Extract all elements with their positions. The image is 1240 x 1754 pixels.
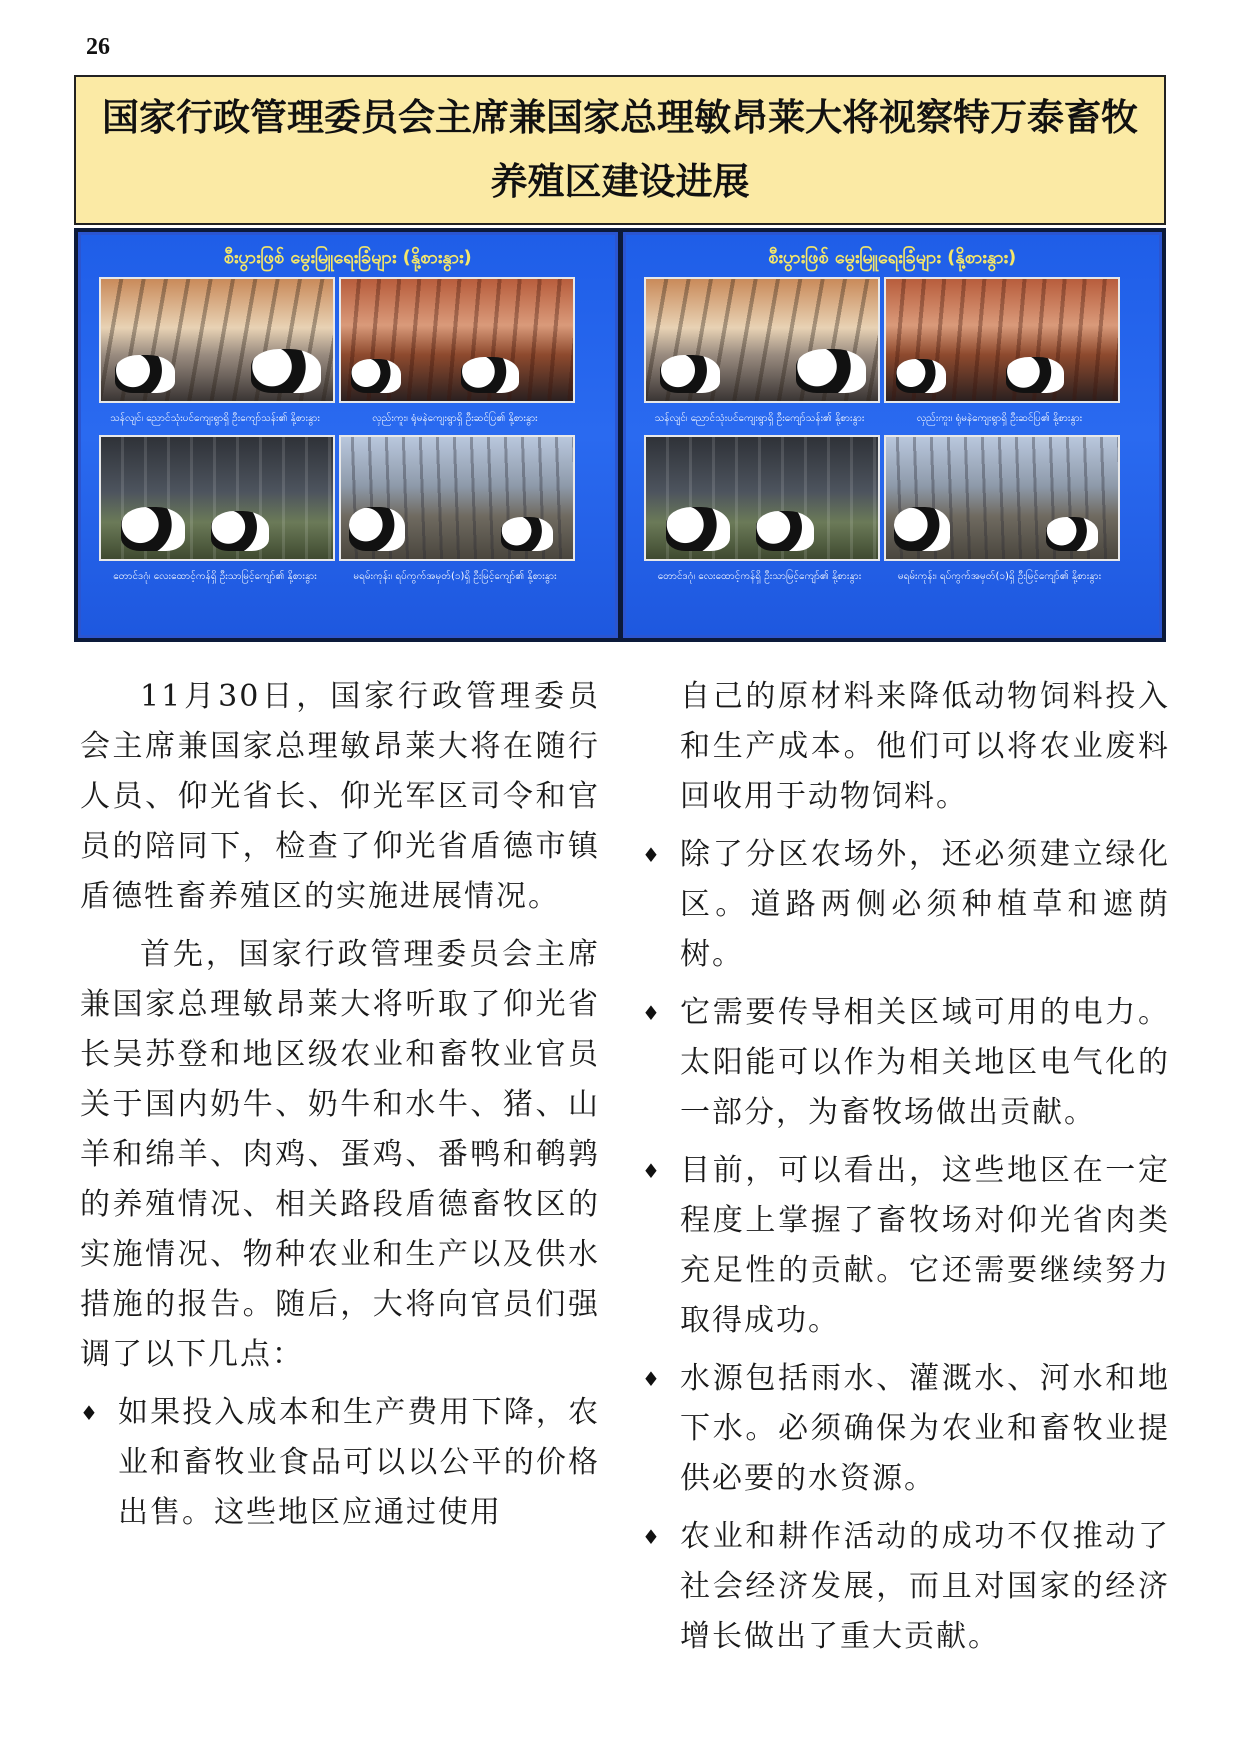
photo-board-right [623,232,1163,638]
article-title-box [74,75,1166,225]
bullet-list [642,830,1170,1662]
dairy-barn-photo [644,435,880,561]
diamond-bullet-icon: ♦ [642,1367,662,1391]
photo-caption: လှည်းကူး၊ ရုံမနဲကျေးရွာရှိ ဦးဆင်ပြ၏ နို့စားနွား [916,413,1083,424]
dairy-barn-photo [339,277,575,403]
photo-caption: မရမ်းကုန်း၊ ရပ်ကွက်အမှတ်(၁)ရှိ ဦးမြင့်ကျော်၏ နို့စားနွား [353,571,557,582]
bullet-text: 它需要传导相关区域可用的电力。太阳能可以作为相关地区电气化的一部分，为畜牧场做出贡献。 [680,995,1170,1130]
photo-caption: မရမ်းကုန်း၊ ရပ်ကွက်အမှတ်(၁)ရှိ ဦးမြင့်ကျော်၏ နို့စားနွား [897,571,1102,582]
page-number: 26 [86,34,110,60]
body-paragraph: 11月30日，国家行政管理委员会主席兼国家总理敏昂莱大将在随行人员、仰光省长、仰光军区司令和官员的陪同下，检查了仰光省盾德市镇盾德牲畜养殖区的实施进展情况。 [80,679,600,914]
bullet-text: 如果投入成本和生产费用下降，农业和畜牧业食品可以以公平的价格出售。这些地区应通过使用 [118,1395,600,1530]
bullet-text: 除了分区农场外，还必须建立绿化区。道路两侧必须种植草和遮荫树。 [680,837,1170,972]
dairy-barn-photo [99,435,335,561]
body-paragraph: 首先，国家行政管理委员会主席兼国家总理敏昂莱大将听取了仰光省长吴苏登和地区级农业和畜牧业官员关于国内奶牛、奶牛和水牛、猪、山羊和绵羊、肉鸡、蛋鸡、番鸭和鹌鹑的养殖情况、相关路段盾德畜牧区的实施情况、物种农业和生产以及供水措施的报告。随后，大将向官员们强调了以下几点： [80,937,600,1372]
body-column-left [80,672,600,1546]
bullet-text: 水源包括雨水、灌溉水、河水和地下水。必须确保为农业和畜牧业提供必要的水资源。 [680,1361,1170,1496]
diamond-bullet-icon: ♦ [642,1159,662,1183]
photo-board-left [78,232,618,638]
photo-caption: လှည်းကူး၊ ရုံမနဲကျေးရွာရှိ ဦးဆင်ပြ၏ နို့စားနွား [372,413,538,424]
bullet-item [642,1354,1170,1504]
bullet-text: 目前，可以看出，这些地区在一定程度上掌握了畜牧场对仰光省肉类充足性的贡献。它还需要继续努力取得成功。 [680,1153,1170,1338]
photo-caption: သန်လျင်၊ ညောင်သုံးပင်ကျေးရွာရှိ ဦးကျော်သန်း၏ နို့စားနွား [654,413,865,424]
photo-caption: တောင်ဒဂုံ၊ လေးထောင့်ကန်ရှိ ဦးသာမြင့်ကျော်၏ နို့စားနွား [657,571,862,582]
diamond-bullet-icon: ♦ [642,1001,662,1025]
bullet-item [642,1146,1170,1346]
board-heading: စီးပွားဖြစ် မွေးမြူရေးခြံများ (နို့စားနွား) [223,247,472,268]
bullet-text: 农业和耕作活动的成功不仅推动了社会经济发展，而且对国家的经济增长做出了重大贡献。 [680,1519,1170,1654]
article-title-line-1: 国家行政管理委员会主席兼国家总理敏昂莱大将视察特万泰畜牧 [102,96,1138,139]
dairy-barn-photo [99,277,335,403]
bullet-list [80,1388,600,1538]
diamond-bullet-icon: ♦ [80,1401,100,1425]
photo-caption: သန်လျင်၊ ညောင်သုံးပင်ကျေးရွာရှိ ဦးကျော်သန်း၏ နို့စားနွား [110,413,320,424]
bullet-item [642,830,1170,980]
bullet-item [642,1512,1170,1662]
bullet-continuation: 自己的原材料来降低动物饲料投入和生产成本。他们可以将农业废料回收用于动物饲料。 [680,679,1170,814]
board-heading: စီးပွားဖြစ် မွေးမြူရေးခြံများ (နို့စားနွား) [768,247,1017,268]
photo-collage [74,228,1166,642]
dairy-barn-photo [339,435,575,561]
bullet-item [80,1388,600,1538]
photo-caption: တောင်ဒဂုံ၊ လေးထောင့်ကန်ရှိ ဦးသာမြင့်ကျော်၏ နို့စားနွား [113,571,317,582]
dairy-barn-photo [644,277,880,403]
diamond-bullet-icon: ♦ [642,843,662,867]
bullet-item [642,988,1170,1138]
article-title-line-2: 养殖区建设进展 [490,160,750,203]
dairy-barn-photo [884,435,1120,561]
diamond-bullet-icon: ♦ [642,1525,662,1549]
dairy-barn-photo [884,277,1120,403]
body-column-right [642,672,1170,1670]
